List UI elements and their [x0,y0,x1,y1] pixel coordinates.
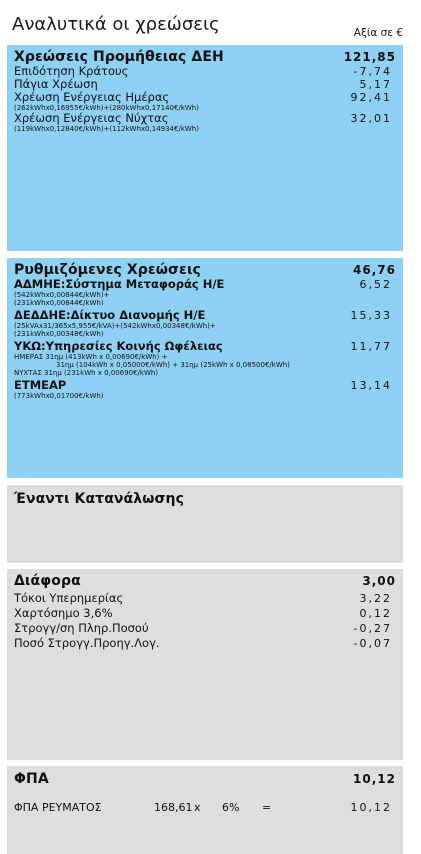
charge-detail: ΝΥΧΤΑΣ 31ημ (231kWh x 0,00690€/kWh) [14,369,159,377]
charge-amount: -0,27 [353,622,392,635]
charge-label: Τόκοι Υπερημερίας [14,591,124,605]
charge-label: Χρέωση Ενέργειας Ημέρας [14,90,170,104]
misc-title: Διάφορα [14,573,81,589]
vat-title: ΦΠΑ [14,771,49,787]
vat-base: 168,61 [154,801,193,814]
consumption-title: Έναντι Κατανάλωσης [14,491,184,507]
value-column-header: Αξία σε € [353,27,403,39]
charge-detail: (231kWhx0,00348€/kWh) [14,330,104,338]
vat-amount: 10,12 [350,801,392,814]
supplier-charges-section [7,45,403,251]
charge-label: Στρογγ/ση Πληρ.Ποσού [14,621,149,635]
charge-row [14,91,396,104]
vat-label: ΦΠΑ ΡΕΥΜΑΤΟΣ [14,801,102,814]
misc-row [14,622,396,635]
charge-amount: 32,01 [350,112,392,125]
regulated-charges-section [7,258,403,478]
vat-calculation-row [14,801,396,814]
misc-total: 3,00 [362,574,396,588]
supplier-charges-title: Χρεώσεις Προμήθειας ΔΕΗ [14,49,224,65]
vat-equals: = [262,801,272,814]
vat-section [7,766,403,854]
vat-total: 10,12 [353,772,396,786]
charge-amount: 11,77 [350,340,392,353]
misc-section [7,569,403,760]
charge-detail: 31ημ (104kWh x 0,05000€/kWh) + 31ημ (25kWh x 0,08500€/kWh) [56,361,290,369]
charge-row [14,112,396,125]
charge-label: ΔΕΔΔΗΕ:Δίκτυο Διανομής Η/Ε [14,308,206,322]
charge-amount: -0,07 [353,637,392,650]
charge-amount: 92,41 [350,91,392,104]
charge-detail: (773kWhx0,01700€/kWh) [14,392,104,400]
charge-detail: (231kWhx0,00844€/kWh) [14,299,104,307]
charge-label: ΕΤΜΕΑΡ [14,378,67,392]
consumption-header [14,491,396,507]
charge-label: Χαρτόσημο 3,6% [14,606,113,620]
regulated-item [14,309,396,338]
misc-header [14,573,396,589]
charge-detail: (25kVAx31/365x5,955€/kVA)+(542kWhx0,00348€/kWh)+ [14,322,216,330]
charge-amount: 15,33 [350,309,392,322]
regulated-item [14,379,396,400]
charge-label: Ποσό Στρογγ.Προηγ.Λογ. [14,636,160,650]
supplier-charges-total: 121,85 [343,50,396,64]
charge-amount: 5,17 [359,78,392,91]
charge-label: ΑΔΜΗΕ:Σύστημα Μεταφοράς Η/Ε [14,277,225,291]
charge-detail: (119kWhx0,12840€/kWh)+(112kWhx0,14934€/kWh) [14,125,199,133]
charge-detail: (262kWhx0,16955€/kWh)+(280kWhx0,17140€/kWh) [14,104,199,112]
supplier-charges-header [14,49,396,65]
charge-amount: 13,14 [350,379,392,392]
regulated-item [14,278,396,307]
regulated-item [14,340,396,377]
charge-detail: ΗΜΕΡΑΣ 31ημ (413kWh x 0,00690€/kWh) + [14,353,168,361]
charge-label: Χρέωση Ενέργειας Νύχτας [14,111,169,125]
charge-label: Επιδότηση Κράτους [14,64,129,78]
vat-times: x [194,801,201,814]
charge-label: ΥΚΩ:Υπηρεσίες Κοινής Ωφέλειας [14,339,223,353]
consumption-section [7,485,403,563]
charge-detail: (542kWhx0,00844€/kWh)+ [14,291,110,299]
regulated-charges-total: 46,76 [353,263,396,277]
misc-row [14,637,396,650]
vat-header [14,771,396,787]
charge-amount: -7,74 [353,65,392,78]
vat-rate: 6% [222,801,240,814]
regulated-charges-header [14,262,396,278]
misc-row [14,592,396,605]
charge-amount: 3,22 [359,592,392,605]
regulated-charges-title: Ρυθμιζόμενες Χρεώσεις [14,262,201,278]
charge-amount: 0,12 [359,607,392,620]
charge-amount: 6,52 [359,278,392,291]
charge-label: Πάγια Χρέωση [14,77,98,91]
misc-row [14,607,396,620]
page-title: Αναλυτικά οι χρεώσεις [12,14,220,35]
